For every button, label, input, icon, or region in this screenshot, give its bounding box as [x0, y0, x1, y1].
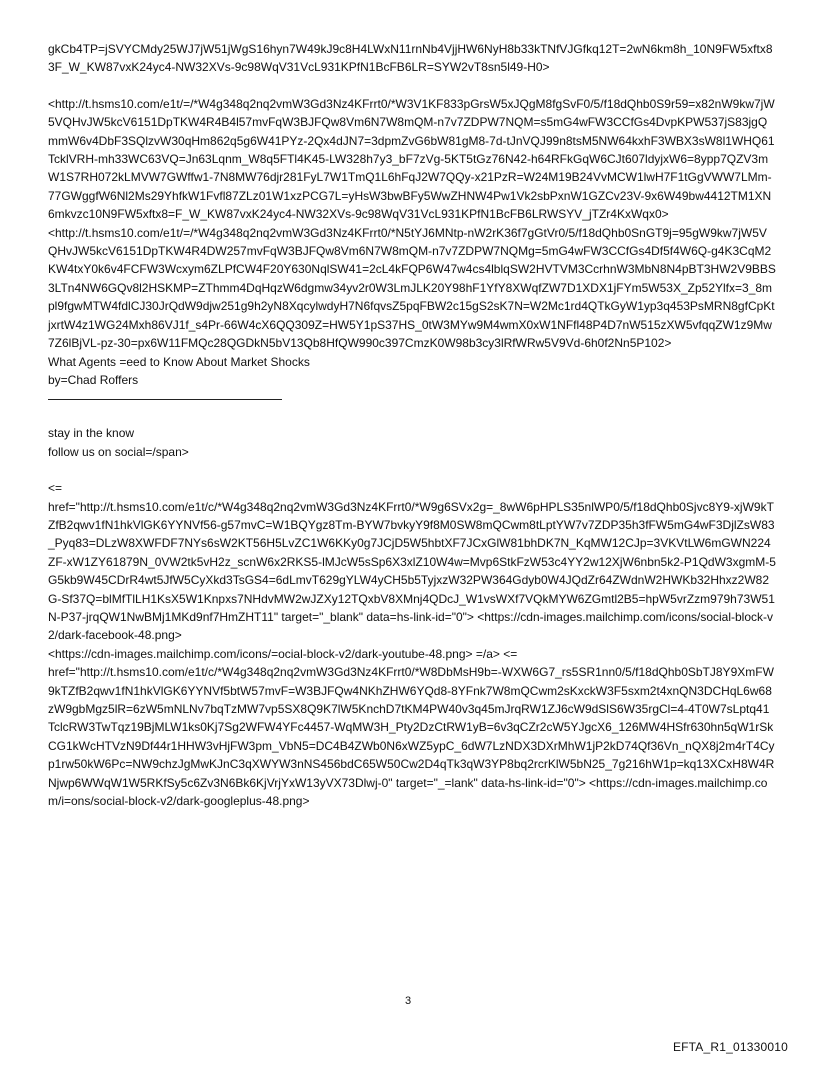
follow-us: follow us on social=/span>	[48, 444, 189, 459]
text-block-2: <http://t.hsms10.com/e1t/=/*W4g348q2nq2vmW3Gd3Nz4KFrrt0/*W3V1KF833pGrsW5xJQgM8fgSvF0/5/f18dQhb0S9r59=x82nW9kw7jW5VQHvJW5kcV6151DpTKW4R4B4l57mvFqW3BJFQw8Vm6N7W8mQM-n7v7ZDPW7NQM=s5mG4wFW3CCfGs4DvpKPW537jS83jgQmmW6v4DbF3SQlzvW30qHm862q5g6W41PYz-2Qx4dJN7=3dpmZvG6bW81gM8-7d-tJnVQJ99n8tsM5NW64kxhF3WBX3sW8l1WHQ61TcklVRH-mh33WC63VQ=Jn63Lqnm_W8q5FTl4K45-LW328h7y3_bF7zVg-5KT5tGz76N42-h64RFkGqW6CJt607ldyjxW6=8ypp7QZV3mW1S7RH072kLMVW7GWffw1-7N8MW76djr281FyL7W1TmQ1L6hFqJ2W7QQy-x21PzR=W24M19B24VvMCW1lwH7F1tGgVWW7LMm-77GWggfW6Nl2Ms29YhfkW1Fvfl87ZLz01W1xzPCG7L=yHsW3bwBFy5WwZHNW4Pw1Vk2sbPxnW1GZCv23V-9x6W49bw4412TM1XN6mkvzc10N9FW5xftx8=F_W_KW87vxK24yc4-NW32XVs-9c98WqV31VcL931KPfN1BcFB6LRWSYV_jTZr4KxWqx0>	[48, 96, 775, 222]
text-block-6: href="http://t.hsms10.com/e1t/c/*W4g348q2nq2vmW3Gd3Nz4KFrrt0/*W8DbMsH9b=-WXW6G7_rs5SR1nn0/5/f18dQhb0SbTJ8Y9XmFW9kTZfB2qwv1fN1hkVlGK6YYNVf5btW57mvF=W3BJFQw4NKhZHW6YQd8-8YFnk7W8mQCwm2sKxckW3F5sxm2t4xnQN3DCHqL6w68zW9gbMgz5lR=6zW5mNLNv7bqTzMW7vp5SX8Q9K7lW5KnchD7tKM4PW40v3q45mJrqRW1ZJ6cW9dSlS6W35rgCl=4-4T0W7sLptq41TclcRW3TwTqz19BjMLW1ks0Kj7Sg2WFW4YFc4457-WqMW3H_Pty2DzCtRW1yB=6v3qCZr2cW5YJgcX6_126MW4HSfr630hn5qW1rSkCG1kWcHTVzN9Df44r1HHW3vHjFW3pm_VbN5=DC4B4ZWb0N6xWZ5ypC_6dW7LzNDX3DXrMhW1jP2kD74Qf36Vn_nQX8j2m4rT4Cyp1rw50kW6Pc=NW9chzJgMwKJnC3qXWYW3nNS456bdC65W50Cw2D4qTk3qW3YP8bq2rcrKlW5bN25_7g216hW1p=kq13XCxH8W4RNjwp6WWqW1W5RKfSy5c6Zv3N6Bk6KjVrjYxW13yVX73Dlwj-0" target="_=lank" data-hs-link-id="0"> <https://cdn-images.mailchimp.com/i=ons/social-block-v2/dark-googleplus-48.png>	[48, 665, 775, 809]
byline: by=Chad Roffers	[48, 372, 139, 387]
lt-marker: <=	[48, 481, 63, 496]
document-body	[48, 40, 776, 810]
document-id: EFTA_R1_01330010	[672, 1040, 788, 1054]
divider	[48, 399, 282, 400]
text-block-4: href="http://t.hsms10.com/e1t/c/*W4g348q2nq2vmW3Gd3Nz4KFrrt0/*W9g6SVx2g=_8wW6pHPLS35nlWP0/5/f18dQhb0Sjvc8Y9-xjW9kTZfB2qwv1fN1hkVlGK6YYNVf56-g57mvC=W1BQYgz8Tm-BYW7bvkyY9f8M0SW8mQCwm8tLptYW7v7ZDP35h3fFW5mG4wF3DjlZsW83_Pyq83=DLzW8XWFDF7NYs6sW2KT56H5LvZC1W6KKy0g7JCjD5W5hbtXF7JCxGlW81bhDK7N_KqMW12CJp=3VKVtLW6mGWN224ZF-xW1ZY61879N_0VW2tk5vH2z_scnW6x2RKS5-lMJcW5sSp6X3xlZ10W4w=Mvp6StkFzW53c4YY2w12XjW6nbn5k2-P1QdW3xgmM-5G5kb9W45CDrR4wt5JfW5CyXkd3TsGS4=6dLmvT629gYLW4yCH5b5TyjxzW32PW364Gdyb0W4JQdZr64ZWdnW2HWKb32Hhxz2W82G-Sf37Q=blMfTlLH1KsX5W1Knpxs7NHdvMW2wJZXy12TQxbV8XMnj4QDcJ_W1vsWXf7VQkMYW6ZGmtl2B5=hpW5vrZzm979h73W51N-P37-jrqQW1NwBMj1MKd9nf7HmZHT11" target="_blank" data=hs-link-id="0"> <https://cdn-images.mailchimp.com/icons/social-block-v2/dark-facebook-48.png>	[48, 499, 776, 643]
text-block-1: gkCb4TP=jSVYCMdy25WJ7jW51jWgS16hyn7W49kJ9c8H4LWxN11rnNb4VjjHW6NyH8b33kTNfVJGfkq12T=2wN6km8h_10N9FW5xftx83F_W_KW87vxK24yc4-NW32XVs-9c98WqV31VcL931KPfN1BcFB6LR=SYW2vT8sn5l49-H0>	[48, 42, 773, 75]
text-block-5: <https://cdn-images.mailchimp.com/icons/=ocial-block-v2/dark-youtube-48.png> =/a> <=	[48, 646, 518, 661]
page-number: 3	[404, 995, 412, 1007]
text-block-3: <http://t.hsms10.com/e1t/=/*W4g348q2nq2vmW3Gd3Nz4KFrrt0/*N5tYJ6MNtp-nW2rK36f7gGtVr0/5/f18dQhb0SnGT9j=95gW9kw7jW5VQHvJW5kcV6151DpTKW4R4DW257mvFqW3BJFQw8Vm6N7W8mQM-n7v7ZDPW7NQMg=5mG4wFW3CCfGs4Df5f4W6Q-g4K3CqM2KW4txY0k6v4FCFW3Wcxym6ZLPfCW4F20Y630NqlSW41=2cL4kFQP6W47w4cs4lblqSW2HVTVM3CcrhnW3MbN8N4pBT3HW2V9BBS3LTn4NW6GQv8l2HSKMP=ZThmm4DqHqzW6dgmw34yv2r0W3LmJLK20Y98hF1YfY8XWqfZW7D1XDX1jFYm5W53X_Zp52Ylfx=3_8mpl9fgwMTW4fdlCJ30JrQdW9djw251g9h2yN8XqcylwdyH7N6fqvsZ5pqFBW2c15gS2sK7N=W2Mc1rd4QTkGyW1yp3q453PsMRN8gfCpKtjxrtW4z1WG24Mxh86VJ1f_s4Pr-66W4cX6QQ309Z=HW5Y1pS37HS_0tW3MYw9M4wmX0xW1NFfl48P4D7nW515zXW5vfqqZW1z9Mw7Z6lBjVL-pz-30=px6W11FMQc28QGDkN5bV13Qb8HfQW990c397CmzK0W98b3cy3lRfWRw5V9Vd-6h0f2Nn5P102>	[48, 225, 776, 351]
stay-in-the-know: stay in the know	[48, 426, 135, 441]
article-title: What Agents =eed to Know About Market Shocks	[48, 354, 310, 369]
